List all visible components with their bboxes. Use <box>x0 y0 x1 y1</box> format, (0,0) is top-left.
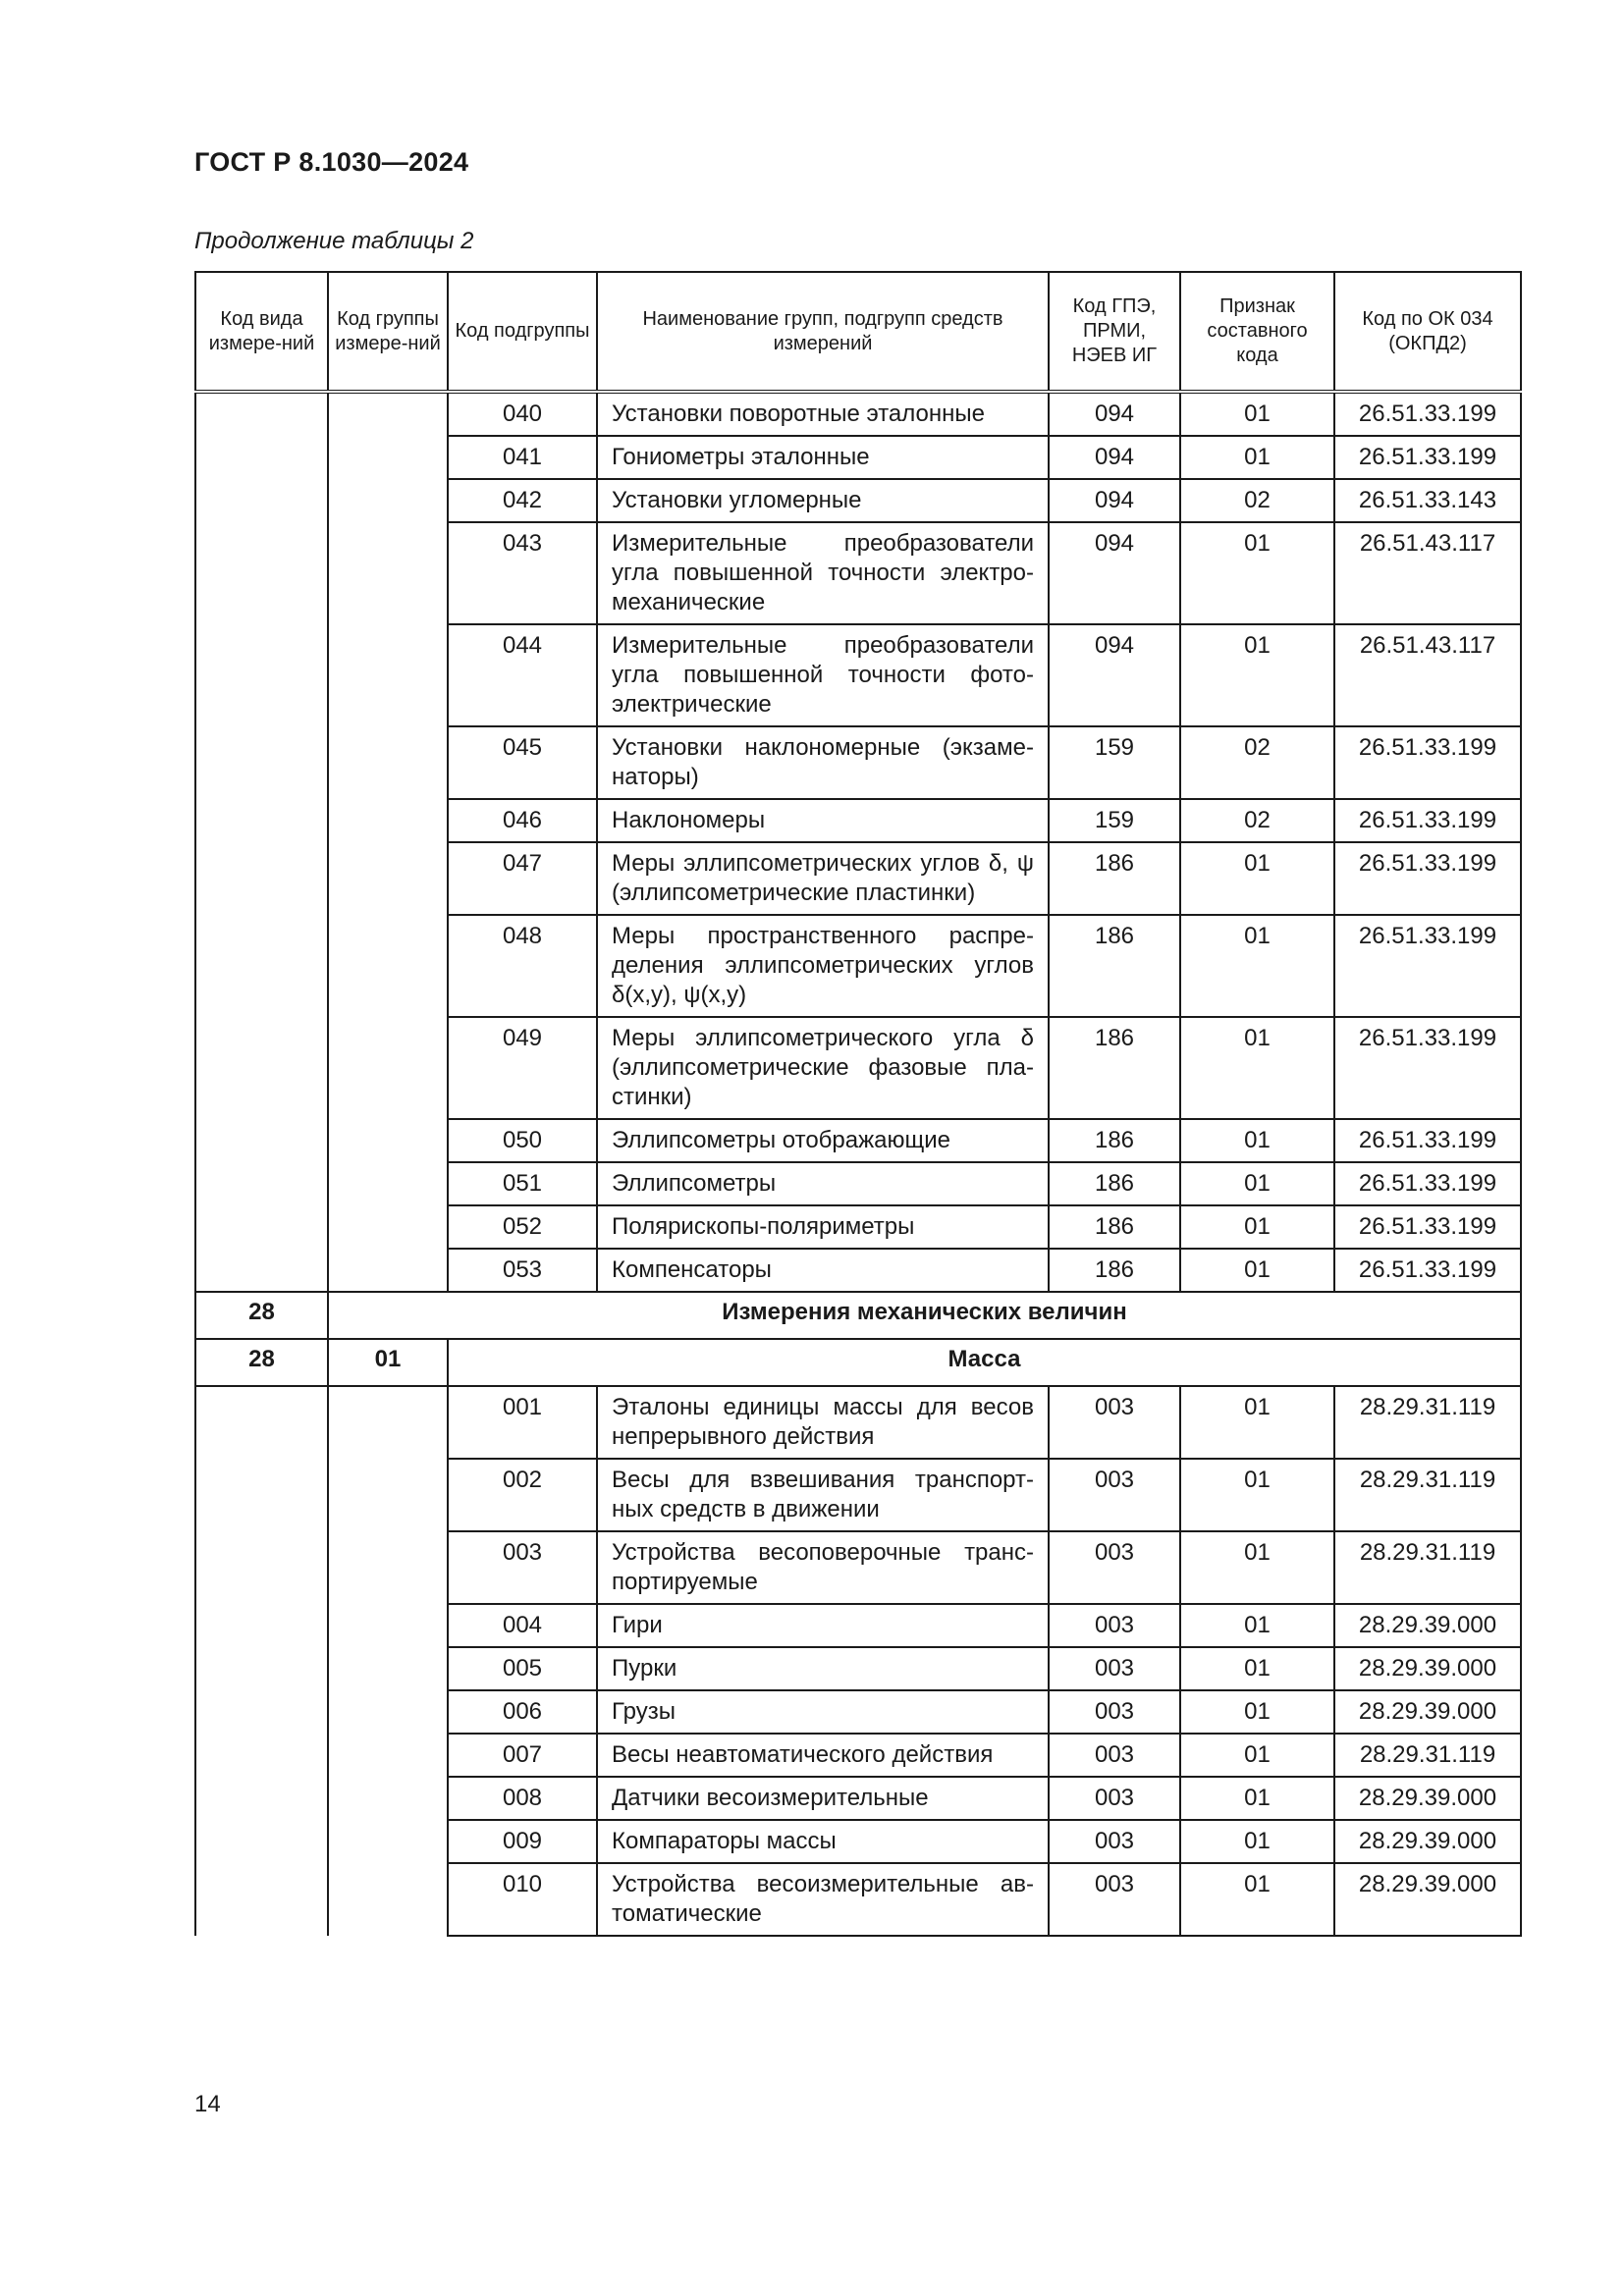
composite-sign-cell: 01 <box>1180 1459 1334 1531</box>
okpd-code-cell: 28.29.39.000 <box>1334 1820 1521 1863</box>
gpe-code-cell: 159 <box>1049 799 1180 842</box>
subgroup-code-cell: 044 <box>448 624 597 726</box>
instrument-name-cell: Компараторы массы <box>597 1820 1049 1863</box>
okpd-code-cell: 26.51.43.117 <box>1334 522 1521 624</box>
okpd-code-cell: 28.29.31.119 <box>1334 1459 1521 1531</box>
gpe-code-cell: 186 <box>1049 1205 1180 1249</box>
subgroup-code-cell: 041 <box>448 436 597 479</box>
composite-sign-cell: 01 <box>1180 1734 1334 1777</box>
composite-sign-cell: 01 <box>1180 1205 1334 1249</box>
okpd-code-cell: 28.29.39.000 <box>1334 1777 1521 1820</box>
okpd-code-cell: 26.51.33.199 <box>1334 436 1521 479</box>
okpd-code-cell: 26.51.33.199 <box>1334 1017 1521 1119</box>
gpe-code-cell: 094 <box>1049 436 1180 479</box>
instrument-name-cell: Меры эллипсометрических углов δ, ψ (эллипсометрические пластинки) <box>597 842 1049 915</box>
table-row <box>195 392 1521 436</box>
gpe-code-cell: 186 <box>1049 842 1180 915</box>
instrument-name-cell: Устройства весоизмерительные ав-томатические <box>597 1863 1049 1936</box>
composite-sign-cell: 01 <box>1180 1162 1334 1205</box>
gpe-code-cell: 003 <box>1049 1863 1180 1936</box>
subgroup-code-cell: 042 <box>448 479 597 522</box>
section-group-code: 01 <box>328 1339 448 1386</box>
composite-sign-cell: 01 <box>1180 624 1334 726</box>
composite-sign-cell: 01 <box>1180 1863 1334 1936</box>
instrument-name-cell: Гири <box>597 1604 1049 1647</box>
composite-sign-cell: 01 <box>1180 1820 1334 1863</box>
instrument-name-cell: Эллипсометры <box>597 1162 1049 1205</box>
gpe-code-cell: 003 <box>1049 1531 1180 1604</box>
gpe-code-cell: 159 <box>1049 726 1180 799</box>
composite-sign-cell: 01 <box>1180 522 1334 624</box>
section-row-group <box>195 1339 1521 1386</box>
gpe-code-cell: 186 <box>1049 1249 1180 1292</box>
composite-sign-cell: 01 <box>1180 842 1334 915</box>
page-number: 14 <box>194 2091 221 2117</box>
gpe-code-cell: 003 <box>1049 1459 1180 1531</box>
gpe-code-cell: 003 <box>1049 1386 1180 1459</box>
subgroup-code-cell: 009 <box>448 1820 597 1863</box>
subgroup-code-cell: 007 <box>448 1734 597 1777</box>
okpd-code-cell: 26.51.33.199 <box>1334 1162 1521 1205</box>
subgroup-code-cell: 001 <box>448 1386 597 1459</box>
table-row <box>195 1386 1521 1459</box>
measuring-instruments-table <box>194 271 1522 1937</box>
instrument-name-cell: Полярископы-поляриметры <box>597 1205 1049 1249</box>
okpd-code-cell: 28.29.31.119 <box>1334 1386 1521 1459</box>
subgroup-code-cell: 003 <box>448 1531 597 1604</box>
section-group-title: Масса <box>448 1339 1521 1386</box>
table-header-row <box>195 272 1521 392</box>
header-subgroup-code: Код подгруппы <box>448 272 597 392</box>
subgroup-code-cell: 045 <box>448 726 597 799</box>
instrument-name-cell: Весы неавтоматического действия <box>597 1734 1049 1777</box>
okpd-code-cell: 26.51.33.199 <box>1334 1205 1521 1249</box>
composite-sign-cell: 01 <box>1180 1604 1334 1647</box>
instrument-name-cell: Эллипсометры отображающие <box>597 1119 1049 1162</box>
document-title: ГОСТ Р 8.1030—2024 <box>194 147 469 177</box>
okpd-code-cell: 28.29.31.119 <box>1334 1734 1521 1777</box>
composite-sign-cell: 02 <box>1180 799 1334 842</box>
header-okpd-code: Код по ОК 034 (ОКПД2) <box>1334 272 1521 392</box>
subgroup-code-cell: 043 <box>448 522 597 624</box>
composite-sign-cell: 01 <box>1180 1690 1334 1734</box>
gpe-code-cell: 003 <box>1049 1604 1180 1647</box>
subgroup-code-cell: 046 <box>448 799 597 842</box>
table-caption: Продолжение таблицы 2 <box>194 228 474 254</box>
instrument-name-cell: Компенсаторы <box>597 1249 1049 1292</box>
okpd-code-cell: 26.51.33.199 <box>1334 1249 1521 1292</box>
gpe-code-cell: 003 <box>1049 1777 1180 1820</box>
composite-sign-cell: 01 <box>1180 1531 1334 1604</box>
okpd-code-cell: 26.51.33.199 <box>1334 392 1521 436</box>
okpd-code-cell: 26.51.43.117 <box>1334 624 1521 726</box>
instrument-name-cell: Наклономеры <box>597 799 1049 842</box>
composite-sign-cell: 01 <box>1180 1017 1334 1119</box>
gpe-code-cell: 094 <box>1049 624 1180 726</box>
instrument-name-cell: Грузы <box>597 1690 1049 1734</box>
instrument-name-cell: Эталоны единицы массы для весов непрерывного действия <box>597 1386 1049 1459</box>
okpd-code-cell: 26.51.33.199 <box>1334 726 1521 799</box>
gpe-code-cell: 186 <box>1049 1017 1180 1119</box>
gpe-code-cell: 094 <box>1049 479 1180 522</box>
okpd-code-cell: 26.51.33.199 <box>1334 842 1521 915</box>
blank-kind-cell <box>195 1386 328 1936</box>
header-name: Наименование групп, подгрупп средств измерений <box>597 272 1049 392</box>
instrument-name-cell: Гониометры эталонные <box>597 436 1049 479</box>
table-body <box>195 392 1521 1936</box>
okpd-code-cell: 28.29.39.000 <box>1334 1863 1521 1936</box>
section-kind-code: 28 <box>195 1292 328 1339</box>
subgroup-code-cell: 050 <box>448 1119 597 1162</box>
subgroup-code-cell: 051 <box>448 1162 597 1205</box>
composite-sign-cell: 01 <box>1180 392 1334 436</box>
section-group-kind-code: 28 <box>195 1339 328 1386</box>
okpd-code-cell: 28.29.39.000 <box>1334 1604 1521 1647</box>
composite-sign-cell: 01 <box>1180 1249 1334 1292</box>
section-row-kind <box>195 1292 1521 1339</box>
okpd-code-cell: 28.29.39.000 <box>1334 1647 1521 1690</box>
header-kind-code: Код вида измере-ний <box>195 272 328 392</box>
header-group-code: Код группы измере-ний <box>328 272 448 392</box>
okpd-code-cell: 26.51.33.199 <box>1334 915 1521 1017</box>
header-composite-sign: Признак составного кода <box>1180 272 1334 392</box>
header-gpe-code: Код ГПЭ, ПРМИ, НЭЕВ ИГ <box>1049 272 1180 392</box>
composite-sign-cell: 01 <box>1180 915 1334 1017</box>
blank-group-cell <box>328 1386 448 1936</box>
instrument-name-cell: Весы для взвешивания транспорт-ных средств в движении <box>597 1459 1049 1531</box>
okpd-code-cell: 26.51.33.143 <box>1334 479 1521 522</box>
subgroup-code-cell: 008 <box>448 1777 597 1820</box>
gpe-code-cell: 003 <box>1049 1647 1180 1690</box>
subgroup-code-cell: 010 <box>448 1863 597 1936</box>
composite-sign-cell: 01 <box>1180 436 1334 479</box>
blank-kind-cell <box>195 392 328 1292</box>
composite-sign-cell: 02 <box>1180 726 1334 799</box>
okpd-code-cell: 26.51.33.199 <box>1334 799 1521 842</box>
instrument-name-cell: Пурки <box>597 1647 1049 1690</box>
subgroup-code-cell: 052 <box>448 1205 597 1249</box>
subgroup-code-cell: 005 <box>448 1647 597 1690</box>
composite-sign-cell: 01 <box>1180 1119 1334 1162</box>
instrument-name-cell: Измерительные преобразователи угла повышенной точности электро-механические <box>597 522 1049 624</box>
instrument-name-cell: Установки угломерные <box>597 479 1049 522</box>
okpd-code-cell: 26.51.33.199 <box>1334 1119 1521 1162</box>
gpe-code-cell: 186 <box>1049 1119 1180 1162</box>
subgroup-code-cell: 049 <box>448 1017 597 1119</box>
instrument-name-cell: Измерительные преобразователи угла повышенной точности фото-электрические <box>597 624 1049 726</box>
gpe-code-cell: 186 <box>1049 915 1180 1017</box>
instrument-name-cell: Установки поворотные эталонные <box>597 392 1049 436</box>
instrument-name-cell: Устройства весоповерочные транс-портируемые <box>597 1531 1049 1604</box>
gpe-code-cell: 003 <box>1049 1820 1180 1863</box>
composite-sign-cell: 01 <box>1180 1386 1334 1459</box>
okpd-code-cell: 28.29.31.119 <box>1334 1531 1521 1604</box>
subgroup-code-cell: 006 <box>448 1690 597 1734</box>
subgroup-code-cell: 048 <box>448 915 597 1017</box>
gpe-code-cell: 003 <box>1049 1690 1180 1734</box>
subgroup-code-cell: 053 <box>448 1249 597 1292</box>
instrument-name-cell: Меры пространственного распре-деления эллипсометрических углов δ(x,y), ψ(x,y) <box>597 915 1049 1017</box>
composite-sign-cell: 02 <box>1180 479 1334 522</box>
section-kind-title: Измерения механических величин <box>328 1292 1521 1339</box>
subgroup-code-cell: 040 <box>448 392 597 436</box>
okpd-code-cell: 28.29.39.000 <box>1334 1690 1521 1734</box>
subgroup-code-cell: 047 <box>448 842 597 915</box>
instrument-name-cell: Датчики весоизмерительные <box>597 1777 1049 1820</box>
blank-group-cell <box>328 392 448 1292</box>
instrument-name-cell: Установки наклономерные (экзаме-наторы) <box>597 726 1049 799</box>
composite-sign-cell: 01 <box>1180 1777 1334 1820</box>
subgroup-code-cell: 002 <box>448 1459 597 1531</box>
gpe-code-cell: 094 <box>1049 522 1180 624</box>
composite-sign-cell: 01 <box>1180 1647 1334 1690</box>
gpe-code-cell: 186 <box>1049 1162 1180 1205</box>
gpe-code-cell: 003 <box>1049 1734 1180 1777</box>
subgroup-code-cell: 004 <box>448 1604 597 1647</box>
instrument-name-cell: Меры эллипсометрического угла δ (эллипсометрические фазовые пла-стинки) <box>597 1017 1049 1119</box>
gpe-code-cell: 094 <box>1049 392 1180 436</box>
